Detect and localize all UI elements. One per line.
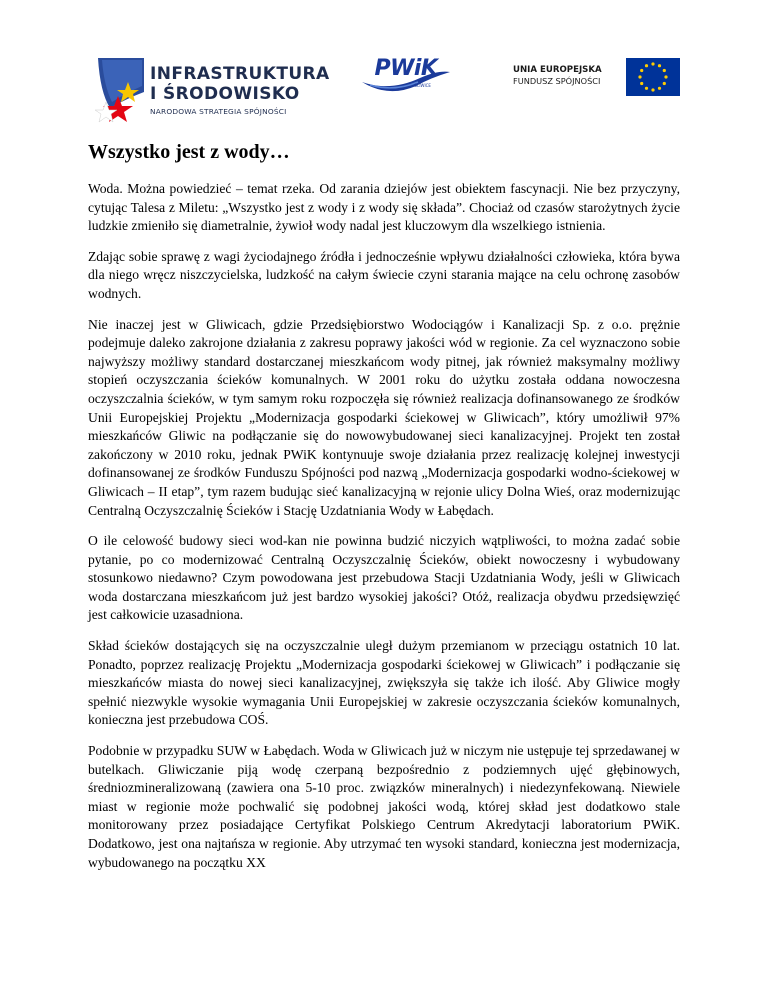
eu-wordmark	[513, 65, 602, 87]
pwik-logo	[360, 52, 452, 96]
paragraph-1: Woda. Można powiedzieć – temat rzeka. Od zarania dziejów jest obiektem fascynacji. Nie bez przyczyny, cytując Talesa z Miletu: „Wszystko jest z wody i z wody się składa”. Chociaż od czasów starożytnych życie ludzkie zmieniło się diametralnie, żywioł wody nadal jest kluczowym dla wszelkiego istnienia.	[88, 181, 680, 234]
document-body	[88, 140, 680, 884]
eu-flag-icon	[626, 58, 680, 96]
infra-line-3: NARODOWA STRATEGIA SPÓJNOŚCI	[150, 107, 287, 116]
infra-line-1: INFRASTRUKTURA	[150, 64, 330, 84]
infrastruktura-wordmark	[150, 64, 330, 117]
paragraph-5: Skład ścieków dostających się na oczyszczalnie uległ dużym przemianom w przeciągu ostatnich 10 lat. Ponadto, poprzez realizację Projektu „Modernizacja gospodarki ściekowej w Gliwicach” i podłączanie się mieszkańców miasta do nowej sieci kanalizacyjnej, zwiększyła się także ich ilość. Aby Gliwice mogły spełnić niezwykle wysokie wymagania Unii Europejskiej w zakresie oczyszczania ścieków komunalnych, konieczna jest przebudowa COŚ.	[88, 638, 680, 728]
pwik-wordmark: PWiK	[374, 56, 438, 81]
paragraph-6: Podobnie w przypadku SUW w Łabędach. Woda w Gliwicach już w niczym nie ustępuje tej sprzedawanej w butelkach. Gliwiczanie piją wodę czerpaną bezpośrednio z podziemnych ujęć głębinowych, średniozmineralizowaną (zawiera ona 5-10 proc. związków mineralnych) i niedezynfekowaną. Niewiele miast w regionie może pochwalić się podobnej jakości wodą, której skład jest dodatkowo stale monitorowany przez posiadające Certyfikat Polskiego Centrum Akredytacji laboratorium PWiK. Dodatkowo, jest ona najtańsza w regionie. Aby utrzymać ten wysoki standard, konieczna jest modernizacja, wybudowanego na początku XX	[88, 743, 680, 870]
pwik-subtext: GLIWICE	[414, 83, 431, 88]
eu-line-2: FUNDUSZ SPÓJNOŚCI	[513, 76, 601, 86]
star-emblem-icon	[88, 52, 150, 132]
logo-header	[88, 46, 678, 132]
document-title: Wszystko jest z wody…	[88, 141, 290, 163]
paragraph-2: Zdając sobie sprawę z wagi życiodajnego źródła i jednocześnie wpływu działalności człowieka, która bywa dla niego wręcz niszczycielska, ludzkość na całym świecie czyni starania mające na celu ochronę zasobów wodnych.	[88, 248, 680, 301]
paragraph-4: O ile celowość budowy sieci wod-kan nie powinna budzić niczyich wątpliwości, to można zadać sobie pytanie, po co modernizować Centralną Oczyszczalnię Ścieków, obiekt nowoczesny i wybudowany stosunkowo niedawno? Czym powodowana jest przebudowa Stacji Uzdatniania Wody, jeśli w Gliwicach woda dostarczana mieszkańcom już jest bardzo wysokiej jakości? Otóż, realizacja obydwu przedsięwzięć jest całkowicie uzasadniona.	[88, 533, 680, 623]
infrastruktura-logo	[88, 52, 330, 132]
paragraph-3: Nie inaczej jest w Gliwicach, gdzie Przedsiębiorstwo Wodociągów i Kanalizacji Sp. z o.o. prężnie podejmuje daleko zakrojone działania z zakresu poprawy jakości wód w regionie. Za cel wyznaczono sobie najwyższy możliwy standard dostarczanej mieszkańcom wody pitnej, jak również maksymalny możliwy stopień oczyszczania ścieków komunalnych. W 2001 roku do użytku została oddana nowoczesna oczyszczalnia ścieków, w tym samym roku rozpoczęła się również realizacja dofinansowanego ze środków Unii Europejskiej Projektu „Modernizacja gospodarki ściekowej w Gliwicach”, który umożliwił 97% mieszkańców Gliwic na podłączanie się do nowowybudowanej sieci kanalizacyjnej. Projekt ten został zakończony w 2010 roku, jednak PWiK kontynuuje swoje działania przez realizację kolejnej inwestycji dofinansowanej ze środków Funduszu Spójności pod nazwą „Modernizacja gospodarki wodno-ściekowej w Gliwicach – II etap”, tym razem budując sieć kanalizacyjną w rejonie ulicy Dolna Wieś, oraz modernizując Centralną Oczyszczalnię Ścieków i Stację Uzdatniania Wody w Łabędach.	[88, 316, 680, 518]
eu-cohesion-fund-logo	[509, 58, 679, 98]
infra-line-2: I ŚRODOWISKO	[150, 84, 300, 104]
eu-line-1: UNIA EUROPEJSKA	[513, 65, 602, 75]
